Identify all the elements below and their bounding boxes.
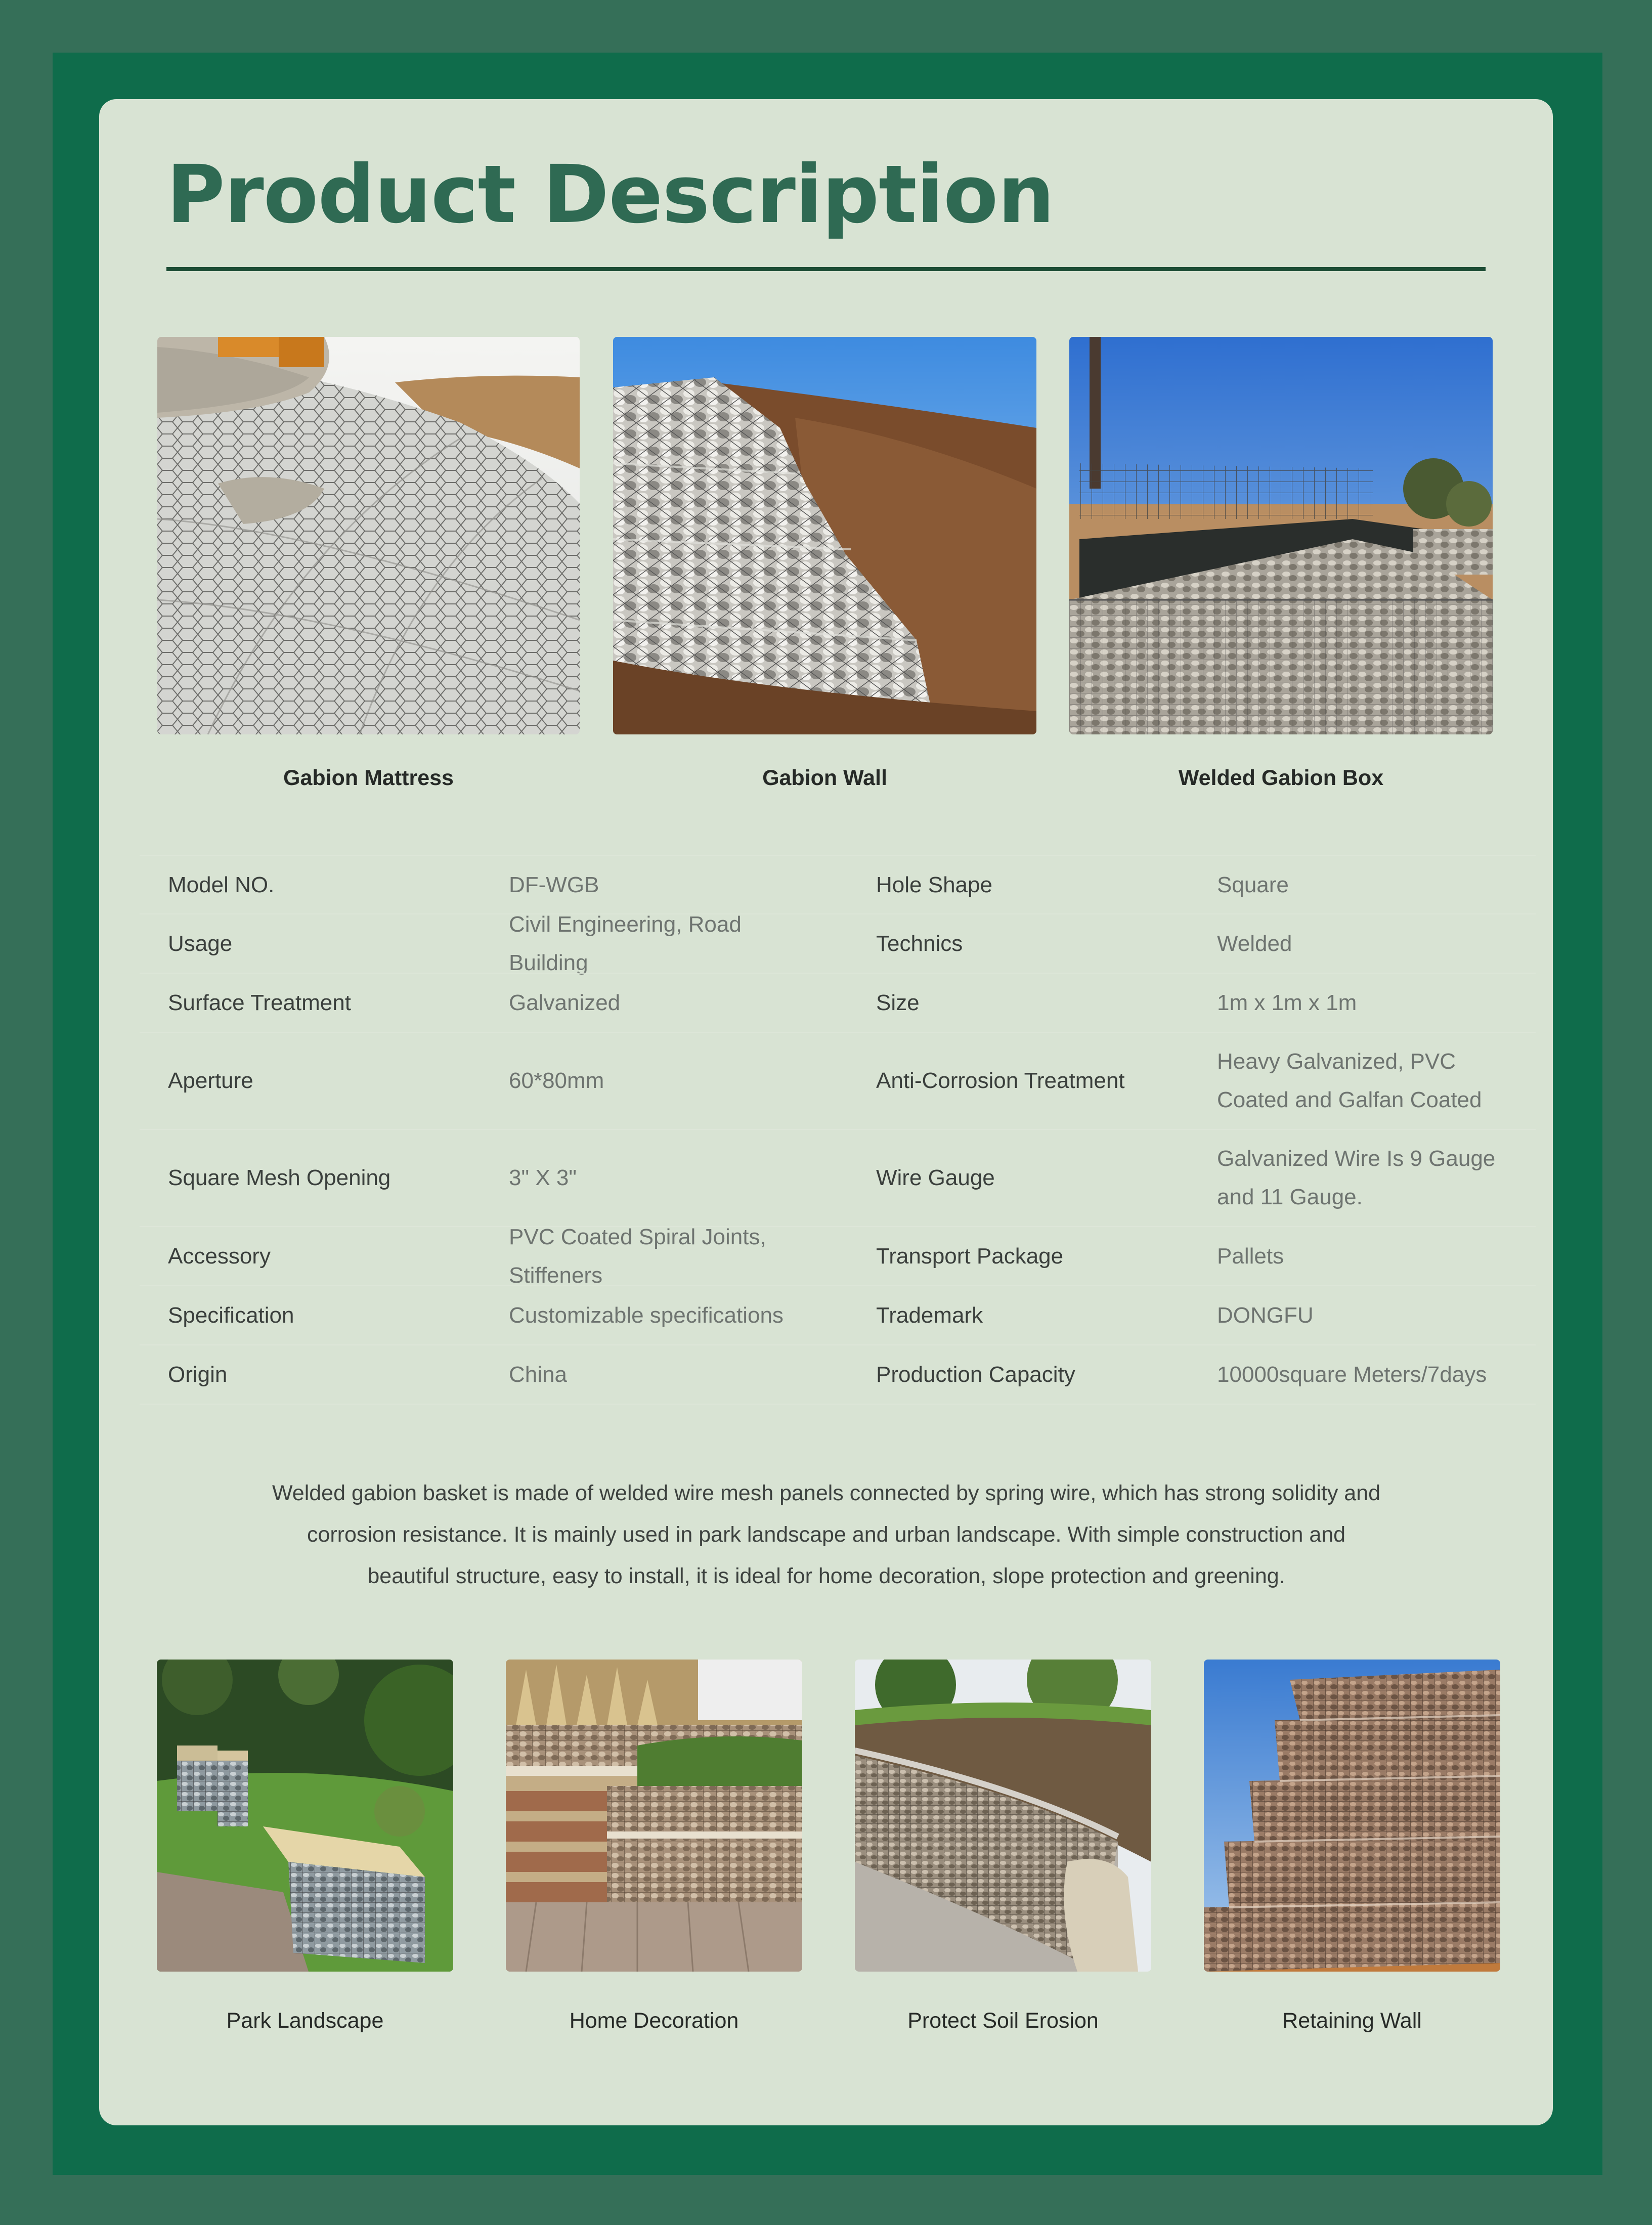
table-row [140,1285,1536,1344]
caption-home-decoration: Home Decoration [569,2009,739,2033]
caption-park-landscape: Park Landscape [226,2009,384,2033]
caption-protect-soil-erosion: Protect Soil Erosion [907,2009,1099,2033]
spec-label: Specification [168,1302,294,1328]
spec-value: 60*80mm [509,1068,604,1093]
spec-value: Customizable specifications [509,1302,784,1328]
welded-gabion-box-photo [1069,337,1493,734]
table-row [140,1032,1536,1129]
spec-label: Production Capacity [876,1362,1075,1387]
caption-gabion-mattress: Gabion Mattress [283,766,454,790]
spec-value: 3" X 3" [509,1165,577,1190]
retaining-wall-photo [1204,1660,1500,1972]
gabion-wall-photo [613,337,1036,734]
spec-value: Galvanized [509,990,621,1015]
caption-retaining-wall: Retaining Wall [1282,2009,1422,2033]
caption-welded-gabion-box: Welded Gabion Box [1178,766,1384,790]
spec-value: Welded [1217,931,1292,956]
spec-label: Origin [168,1362,228,1387]
spec-label: Hole Shape [876,872,992,897]
spec-label: Usage [168,931,233,956]
table-row [140,855,1536,913]
protect-soil-erosion-photo [855,1660,1151,1972]
spec-label: Model NO. [168,872,275,897]
spec-label: Wire Gauge [876,1165,995,1190]
spec-label: Transport Package [876,1243,1064,1269]
product-description-text: Welded gabion basket is made of welded wire mesh panels connected by spring wire, which has strong solidity and corrosion resistance. It is mainly used in park landscape and urban landscape. With simple construction and beautiful structure, easy to install, it is ideal for home decoration, slope protection and greening. [272,1481,1381,1588]
table-row [140,913,1536,973]
spec-value: China [509,1362,567,1387]
spec-value: Square [1217,872,1289,897]
spec-value: DF-WGB [509,872,599,897]
product-card [99,99,1553,2125]
gabion-mattress-photo [157,337,580,734]
spec-label: Accessory [168,1243,271,1269]
spec-label: Technics [876,931,963,956]
page-title: Product Description [166,148,1054,241]
spec-label: Surface Treatment [168,990,351,1015]
park-landscape-photo [157,1660,453,1972]
home-decoration-photo [506,1660,802,1972]
spec-value: PVC Coated Spiral Joints, Stiffeners [509,1224,766,1288]
table-row [140,1224,1536,1288]
spec-label: Square Mesh Opening [168,1165,391,1190]
spec-label: Aperture [168,1068,253,1093]
spec-table [140,855,1536,1405]
spec-value: DONGFU [1217,1302,1314,1328]
spec-value: 10000square Meters/7days [1217,1362,1487,1387]
spec-label: Trademark [876,1302,983,1328]
spec-value: 1m x 1m x 1m [1217,990,1357,1015]
spec-label: Anti-Corrosion Treatment [876,1068,1125,1093]
spec-value: Civil Engineering, Road Building [509,911,742,975]
table-row [140,1344,1536,1405]
table-row [140,973,1536,1032]
spec-value: Pallets [1217,1243,1284,1269]
spec-label: Size [876,990,920,1015]
spec-value: Galvanized Wire Is 9 Gauge and 11 Gauge. [1217,1146,1496,1209]
caption-gabion-wall: Gabion Wall [762,766,887,790]
table-row [140,1129,1536,1226]
title-underline [166,267,1486,271]
spec-value: Heavy Galvanized, PVC Coated and Galfan Coated [1217,1049,1482,1112]
